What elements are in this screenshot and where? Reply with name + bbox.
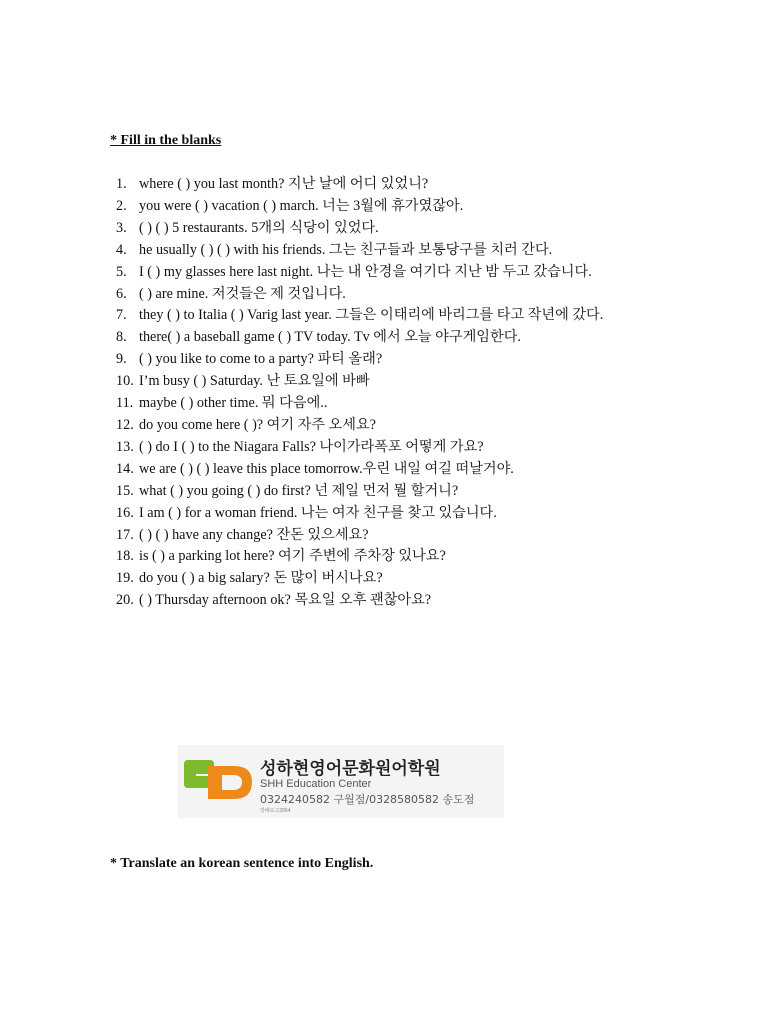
- question-item: [112, 305, 692, 327]
- question-text: ( ) Thursday afternoon ok? 목요일 오후 괜찮아요?: [139, 592, 432, 609]
- question-number: 14.: [116, 460, 134, 477]
- question-item: [112, 590, 692, 612]
- question-text: there( ) a baseball game ( ) TV today. Tv 에서 오늘 야구게임한다.: [139, 329, 521, 346]
- question-item: [112, 196, 692, 218]
- question-item: [112, 218, 692, 240]
- question-text: is ( ) a parking lot here? 여기 주변에 주차장 있나요?: [139, 548, 446, 565]
- question-number: 10.: [116, 373, 134, 390]
- question-item: [112, 568, 692, 590]
- question-item: [112, 240, 692, 262]
- question-item: [112, 525, 692, 547]
- question-item: [112, 371, 692, 393]
- academy-korean-name: 성하현영어문화원어학원: [260, 759, 441, 779]
- question-number: 4.: [116, 241, 127, 258]
- academy-logo: [178, 745, 504, 818]
- question-number: 1.: [116, 176, 127, 192]
- question-number: 17.: [116, 526, 134, 543]
- question-item: [112, 393, 692, 415]
- question-number: 13.: [116, 438, 134, 455]
- question-list: [112, 174, 692, 612]
- question-text: you were ( ) vacation ( ) march. 너는 3월에 휴가였잖아.: [139, 197, 464, 214]
- question-number: 19.: [116, 570, 134, 587]
- translate-heading: * Translate an korean sentence into English.: [110, 856, 374, 871]
- question-text: ( ) ( ) have any change? 잔돈 있으세요?: [139, 526, 369, 543]
- sd-logo-mark-icon: [178, 745, 258, 818]
- question-text: they ( ) to Italia ( ) Varig last year. 그들은 이태리에 바리그를 타고 작년에 갔다.: [139, 307, 604, 324]
- question-text: ( ) ( ) 5 restaurants. 5개의 식당이 있었다.: [139, 219, 379, 236]
- question-item: [112, 437, 692, 459]
- question-text: ( ) are mine. 저것들은 제 것입니다.: [139, 285, 346, 302]
- question-item: [112, 174, 692, 196]
- question-number: 15.: [116, 482, 134, 499]
- question-item: [112, 459, 692, 481]
- question-number: 18.: [116, 548, 134, 565]
- question-number: 11.: [116, 395, 134, 412]
- fill-in-blanks-heading: * Fill in the blanks: [110, 133, 222, 148]
- question-text: maybe ( ) other time. 뭐 다음에..: [139, 395, 328, 412]
- question-text: ( ) do I ( ) to the Niagara Falls? 나이가라폭포 어떻게 가요?: [139, 438, 484, 455]
- question-item: [112, 546, 692, 568]
- question-text: do you come here ( )? 여기 자주 오세요?: [139, 416, 376, 433]
- academy-english-name: SHH Education Center: [260, 778, 372, 790]
- question-item: [112, 503, 692, 525]
- question-text: ( ) you like to come to a party? 파티 올래?: [139, 351, 383, 368]
- question-number: 9.: [116, 351, 127, 368]
- question-number: 12.: [116, 416, 134, 433]
- question-text: I ( ) my glasses here last night. 나는 내 안경을 여기다 지난 밤 두고 갔습니다.: [139, 263, 592, 280]
- question-text: we are ( ) ( ) leave this place tomorrow.우린 내일 여길 떠날거야.: [139, 460, 514, 477]
- question-text: I’m busy ( ) Saturday. 난 토요일에 바빠: [139, 373, 370, 390]
- question-number: 3.: [116, 219, 127, 236]
- question-text: do you ( ) a big salary? 돈 많이 버시나요?: [139, 570, 383, 587]
- academy-phone-numbers: 0324240582 구월점/0328580582 송도점: [260, 793, 475, 806]
- question-text: what ( ) you going ( ) do first? 넌 제일 먼저 뭘 할거니?: [139, 482, 459, 499]
- question-item: [112, 284, 692, 306]
- question-number: 7.: [116, 307, 127, 324]
- question-text: I am ( ) for a woman friend. 나는 여자 친구를 찾고 있습니다.: [139, 504, 497, 521]
- question-text: where ( ) you last month? 지난 날에 어디 있었니?: [139, 176, 429, 192]
- question-item: [112, 262, 692, 284]
- question-number: 20.: [116, 592, 134, 609]
- question-item: [112, 327, 692, 349]
- question-number: 2.: [116, 197, 127, 214]
- question-number: 16.: [116, 504, 134, 521]
- question-item: [112, 349, 692, 371]
- question-item: [112, 415, 692, 437]
- question-number: 8.: [116, 329, 127, 346]
- question-number: 5.: [116, 263, 127, 280]
- question-item: [112, 481, 692, 503]
- academy-fine-print: 방배로고2864: [260, 808, 291, 814]
- question-number: 6.: [116, 285, 127, 302]
- question-text: he usually ( ) ( ) with his friends. 그는 친구들과 보통당구를 치러 간다.: [139, 241, 553, 258]
